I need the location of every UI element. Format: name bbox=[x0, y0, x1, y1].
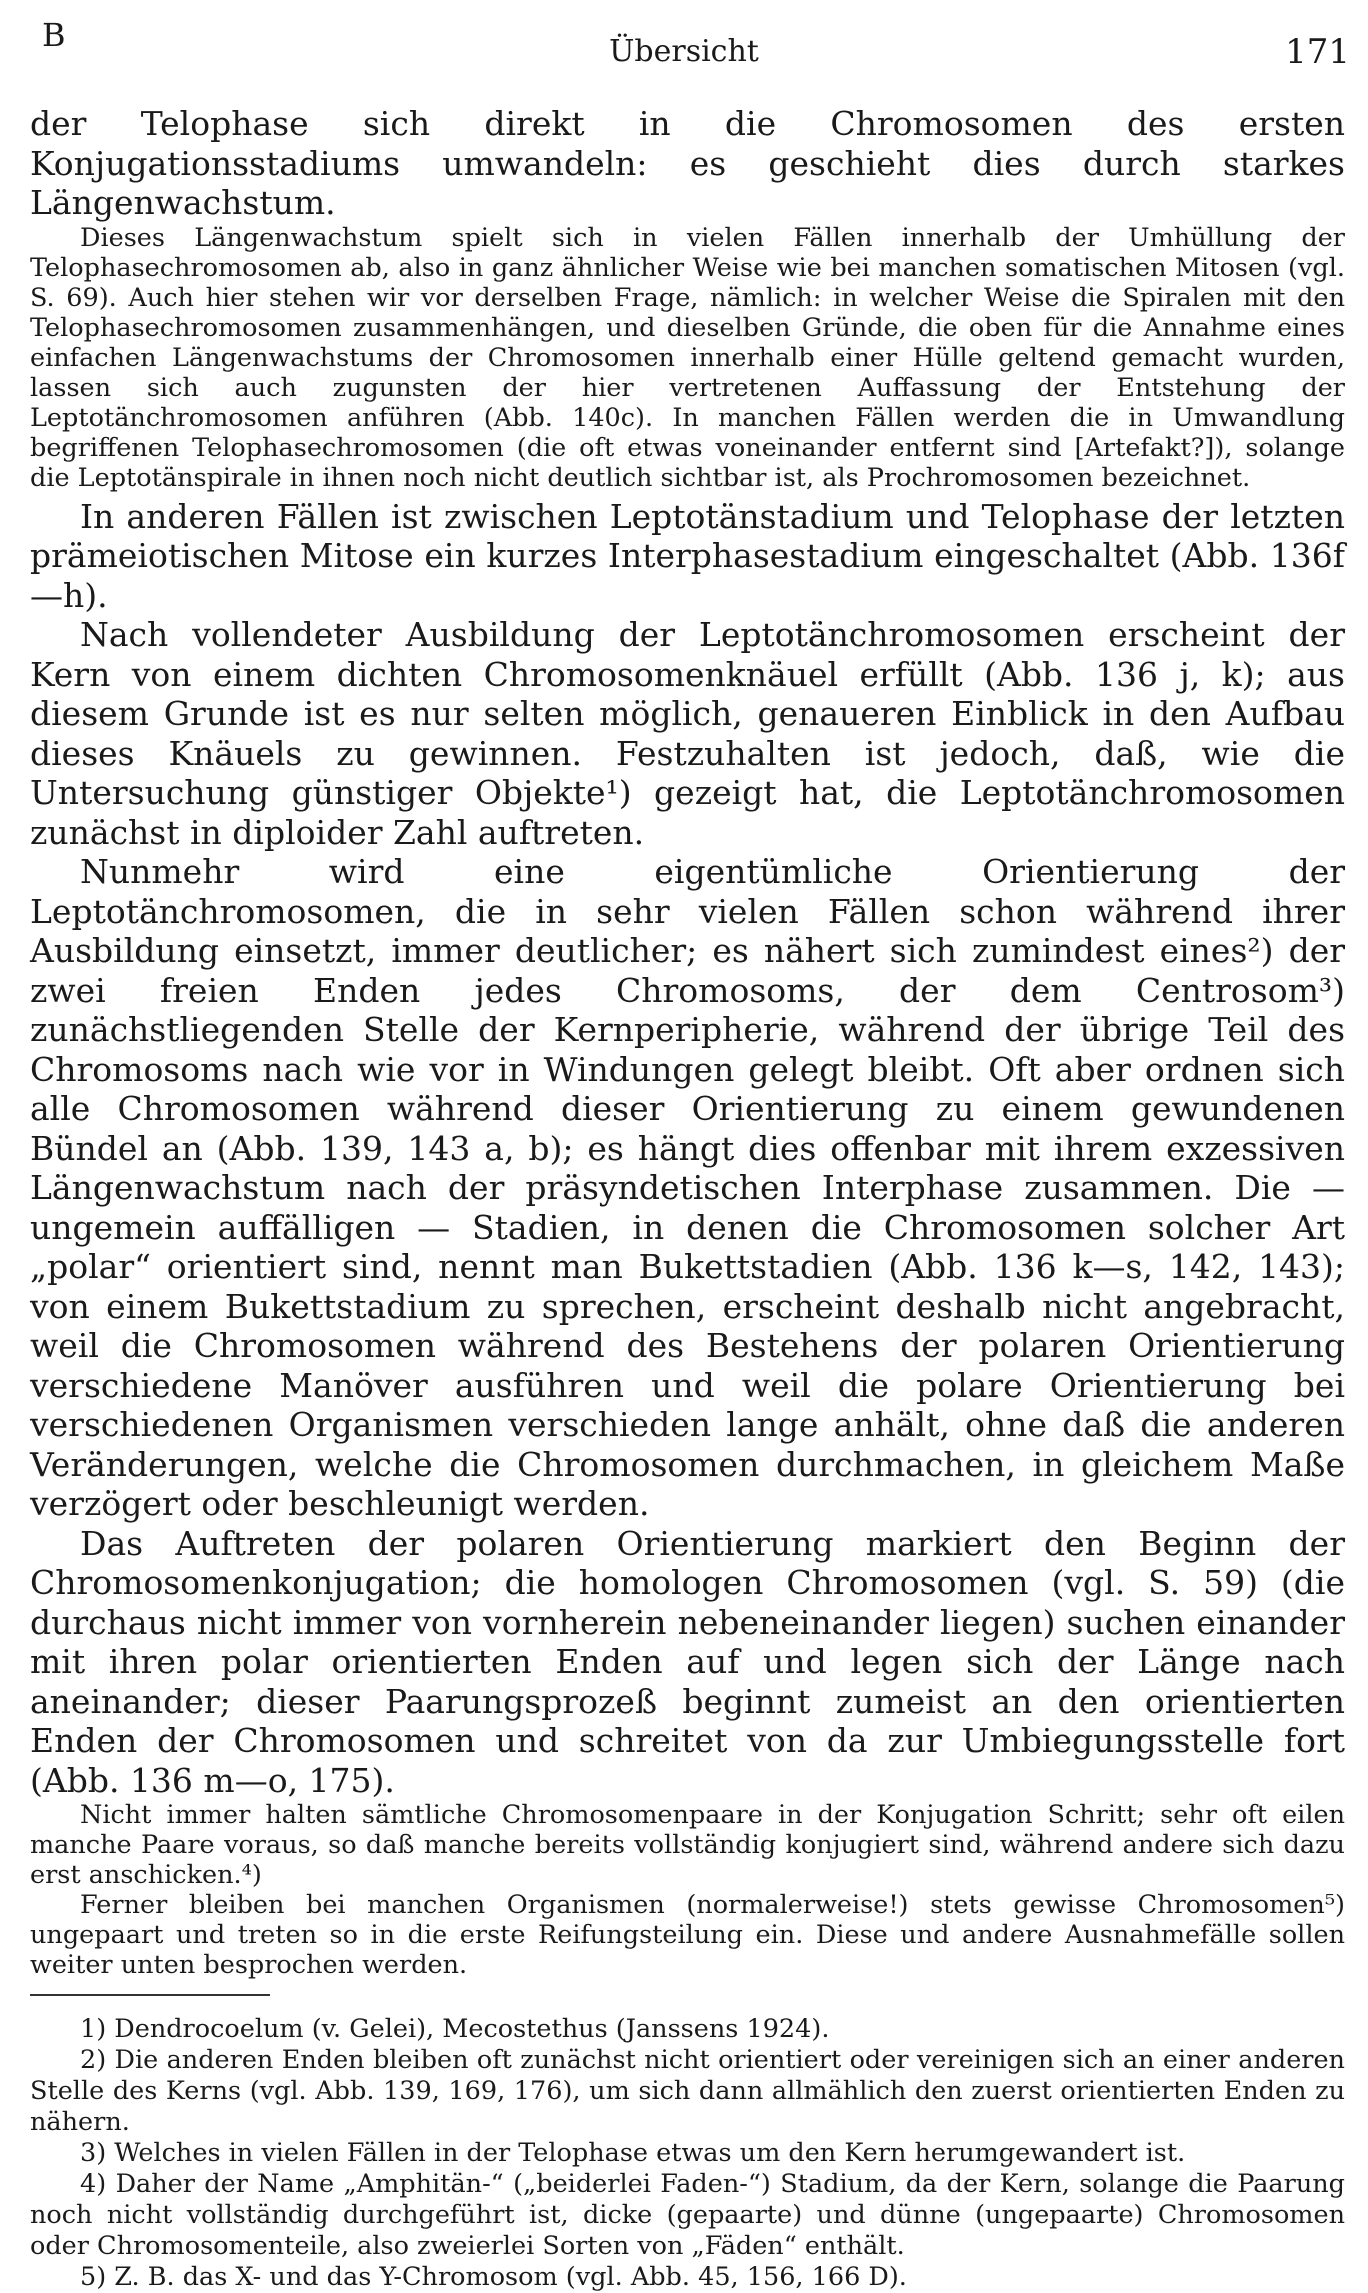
paragraph: Das Auftreten der polaren Orientierung markiert den Beginn der Chromosomenkonjugation; die homologen Chromosomen (vgl. S. 59) (die durchaus nicht immer von vornherein nebeneinander liegen) suchen einander mit ihren polar orientierten Enden auf und legen sich der Länge nach aneinander; dieser Paarungsprozeß beginnt zumeist an den orientierten Enden der Chromosomen und schreitet von da zur Umbiegungsstelle fort (Abb. 136 m—o, 175). bbox=[30, 1523, 1345, 1800]
footnote: 3) Welches in vielen Fällen in der Telophase etwas um den Kern herumgewandert ist. bbox=[80, 2138, 1186, 2168]
paragraph: Nunmehr wird eine eigentümliche Orientierung der Leptotänchromosomen, die in sehr vielen Fällen schon während ihrer Ausbildung einsetzt, immer deutlicher; es nähert sich zumindest eines²) der zwei freien Enden jedes Chromosoms, der dem Centrosom³) zunächstliegenden Stelle der Kernperipherie, während der übrige Teil des Chromosoms nach wie vor in Windungen gelegt bleibt. Oft aber ordnen sich alle Chromosomen während dieser Orientierung zu einem gewundenen Bündel an (Abb. 139, 143 a, b); es hängt dies offenbar mit ihrem exzessiven Längenwachstum nach der präsyndetischen Interphase zusammen. Die — ungemein auffälligen — Stadien, in denen die Chromosomen solcher Art „polar“ orientiert sind, nennt man Bukettstadien (Abb. 136 k—s, 142, 143); von einem Bukettstadium zu sprechen, erscheint deshalb nicht angebracht, weil die Chromosomen während des Bestehens der polaren Orientierung verschiedene Manöver ausführen und weil die polare Orientierung bei verschiedenen Organismen verschieden lange anhält, ohne daß die anderen Veränderungen, welche die Chromosomen durchmachen, in gleichem Maße verzögert oder beschleunigt werden. bbox=[30, 852, 1345, 1523]
paragraph-small: Dieses Längenwachstum spielt sich in vielen Fällen innerhalb der Umhüllung der Telophasechromosomen ab, also in ganz ähnlicher Weise wie bei manchen somatischen Mitosen (vgl. S. 69). Auch hier stehen wir vor derselben Frage, nämlich: in welcher Weise die Spiralen mit den Telophasechromosomen zusammenhängen, und dieselben Gründe, die oben für die Annahme eines einfachen Längenwachstums der Chromosomen innerhalb einer Hülle geltend gemacht wurden, lassen sich auch zugunsten der hier vertretenen Auffassung der Entstehung der Leptotänchromosomen anführen (Abb. 140c). In manchen Fällen werden die in Umwandlung begriffenen Telophasechromosomen (die oft etwas voneinander entfernt sind [Artefakt?]), solange die Leptotänspirale in ihnen noch nicht deutlich sichtbar ist, als Prochromosomen bezeichnet. bbox=[30, 222, 1345, 493]
page-number: 171 bbox=[1285, 32, 1350, 72]
paragraph-small: Ferner bleiben bei manchen Organismen (normalerweise!) stets gewisse Chromosomen⁵) ungepaart und treten so in die erste Reifungsteilung ein. Diese und andere Ausnahmefälle sollen weiter unten besprochen werden. bbox=[30, 1890, 1345, 1980]
header-title: Übersicht bbox=[609, 34, 759, 69]
paragraph: Nach vollendeter Ausbildung der Leptotänchromosomen erscheint der Kern von einem dichten Chromosomenknäuel erfüllt (Abb. 136 j, k); aus diesem Grunde ist es nur selten möglich, genaueren Einblick in den Aufbau dieses Knäuels zu gewinnen. Festzuhalten ist jedoch, daß, wie die Untersuchung günstiger Objekte¹) gezeigt hat, die Leptotänchromosomen zunächst in diploider Zahl auftreten. bbox=[30, 615, 1345, 852]
footnote: 1) Dendrocoelum (v. Gelei), Mecostethus (Janssens 1924). bbox=[80, 2014, 830, 2044]
footnote: 4) Daher der Name „Amphitän-“ („beiderlei Faden-“) Stadium, da der Kern, solange die Paarung noch nicht vollständig durchgeführt ist, dicke (gepaarte) und dünne (ungepaarte) Chromosomen oder Chromosomenteile, also zweierlei Sorten von „Fäden“ enthält. bbox=[30, 2169, 1345, 2261]
header-letter: B bbox=[42, 16, 66, 54]
paragraph: In anderen Fällen ist zwischen Leptotänstadium und Telophase der letzten prämeiotischen Mitose ein kurzes Interphasestadium eingeschaltet (Abb. 136f—h). bbox=[30, 496, 1345, 615]
running-header bbox=[0, 14, 1368, 84]
page-body bbox=[30, 104, 1345, 2293]
footnotes bbox=[30, 2014, 1345, 2293]
paragraph-small: Nicht immer halten sämtliche Chromosomenpaare in der Konjugation Schritt; sehr oft eilen manche Paare voraus, so daß manche bereits vollständig konjugiert sind, während andere sich dazu erst anschicken.⁴) bbox=[30, 1800, 1345, 1890]
paragraph: der Telophase sich direkt in die Chromosomen des ersten Konjugationsstadiums umwandeln: es geschieht dies durch starkes Längenwachstum. bbox=[30, 104, 1345, 222]
footnote: 2) Die anderen Enden bleiben oft zunächst nicht orientiert oder vereinigen sich an einer anderen Stelle des Kerns (vgl. Abb. 139, 169, 176), um sich dann allmählich den zuerst orientierten Enden zu nähern. bbox=[30, 2045, 1345, 2137]
footnote-divider bbox=[30, 1994, 270, 1996]
footnote: 5) Z. B. das X- und das Y-Chromosom (vgl. Abb. 45, 156, 166 D). bbox=[80, 2262, 907, 2292]
